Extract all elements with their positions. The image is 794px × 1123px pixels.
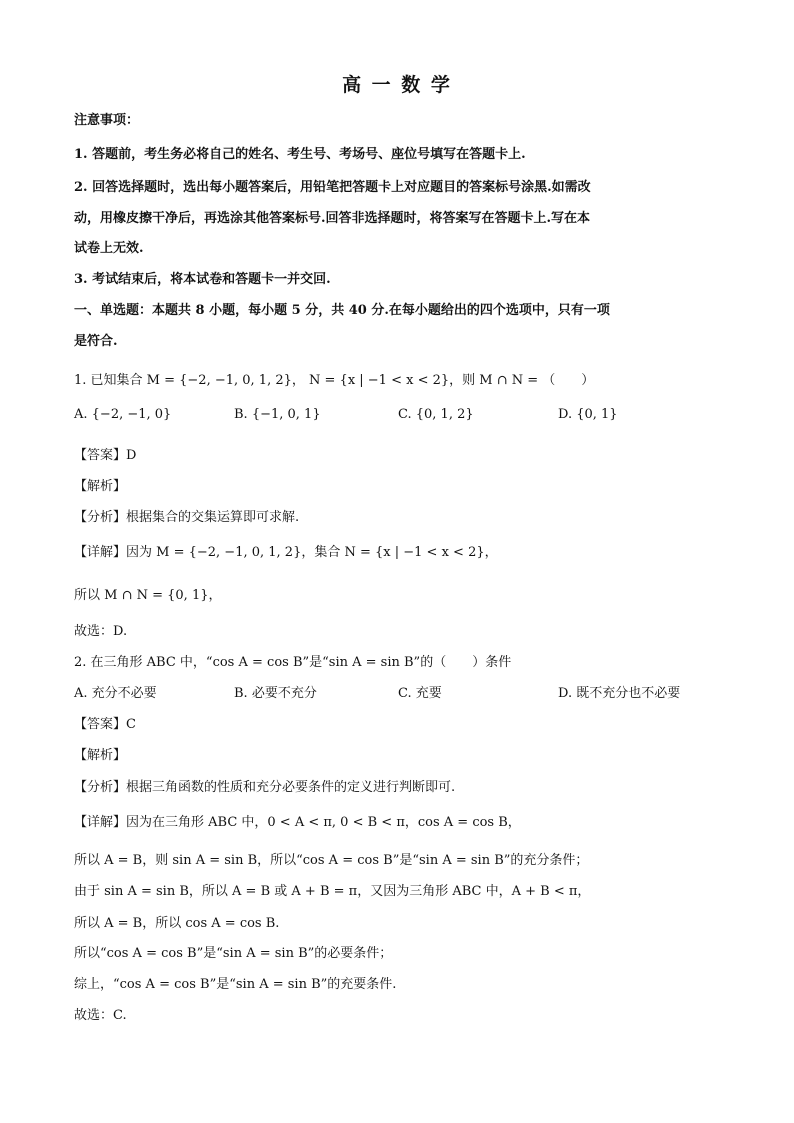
question-1-option-d: D. {0, 1} [558, 407, 618, 422]
question-2-option-b: B. 必要不充分 [234, 686, 317, 701]
notice-item-3: 3. 考试结束后，将本试卷和答题卡一并交回. [74, 272, 331, 287]
question-2-analysis-label: 【解析】 [74, 748, 127, 763]
question-2-option-a: A. 充分不必要 [74, 686, 157, 701]
question-1-xiangjie: 【详解】因为 M = {−2, −1, 0, 1, 2}，集合 N = {x | −1 < x < 2}， [74, 545, 498, 560]
notice-heading: 注意事项： [74, 113, 140, 128]
notice-item-2-line-3: 试卷上无效. [74, 241, 144, 256]
question-2-derivation-1: 所以 A = B，则 sin A = sin B，所以“cos A = cos B”是“sin A = sin B”的充分条件； [74, 853, 589, 868]
question-2-derivation-4: 所以“cos A = cos B”是“sin A = sin B”的必要条件； [74, 946, 393, 961]
section-heading-line-2: 是符合. [74, 334, 118, 349]
question-2-fenxi: 【分析】根据三角函数的性质和充分必要条件的定义进行判断即可. [74, 780, 456, 795]
question-2-stem: 2. 在三角形 ABC 中，“cos A = cos B”是“sin A = sin B”的（ ）条件 [74, 655, 512, 670]
page-title: 高 一 数 学 [342, 74, 452, 96]
question-2-answer: 【答案】C [74, 717, 136, 732]
question-1-fenxi: 【分析】根据集合的交集运算即可求解. [74, 510, 300, 525]
notice-item-1: 1. 答题前，考生务必将自己的姓名、考生号、考场号、座位号填写在答题卡上. [74, 147, 526, 162]
question-1-analysis-label: 【解析】 [74, 479, 127, 494]
question-1-option-a: A. {−2, −1, 0} [74, 407, 172, 422]
notice-item-2-line-2: 动，用橡皮擦干净后，再选涂其他答案标号.回答非选择题时，将答案写在答题卡上.写在本 [74, 211, 591, 226]
question-1-derivation: 所以 M ∩ N = {0, 1}， [74, 588, 222, 603]
section-heading-line-1: 一、单选题：本题共 8 小题，每小题 5 分，共 40 分.在每小题给出的四个选项中，只有一项 [74, 303, 610, 318]
question-2-derivation-5: 综上，“cos A = cos B”是“sin A = sin B”的充要条件. [74, 977, 397, 992]
question-2-xiangjie: 【详解】因为在三角形 ABC 中，0 < A < π, 0 < B < π，cos A = cos B， [74, 815, 521, 830]
question-1-answer: 【答案】D [74, 448, 137, 463]
question-1-choice: 故选：D. [74, 624, 128, 639]
question-2-option-c: C. 充要 [398, 686, 442, 701]
question-1-option-b: B. {−1, 0, 1} [234, 407, 321, 422]
question-2-choice: 故选：C. [74, 1008, 127, 1023]
question-2-derivation-3: 所以 A = B，所以 cos A = cos B. [74, 916, 280, 931]
question-1-option-c: C. {0, 1, 2} [398, 407, 474, 422]
notice-item-2-line-1: 2. 回答选择题时，选出每小题答案后，用铅笔把答题卡上对应题目的答案标号涂黑.如需改 [74, 180, 591, 195]
question-2-option-d: D. 既不充分也不必要 [558, 686, 681, 701]
question-2-derivation-2: 由于 sin A = sin B，所以 A = B 或 A + B = π，又因为三角形 ABC 中，A + B < π， [74, 884, 591, 899]
question-1-stem: 1. 已知集合 M = {−2, −1, 0, 1, 2}， N = {x | −1 < x < 2}，则 M ∩ N = （ ） [74, 373, 595, 388]
